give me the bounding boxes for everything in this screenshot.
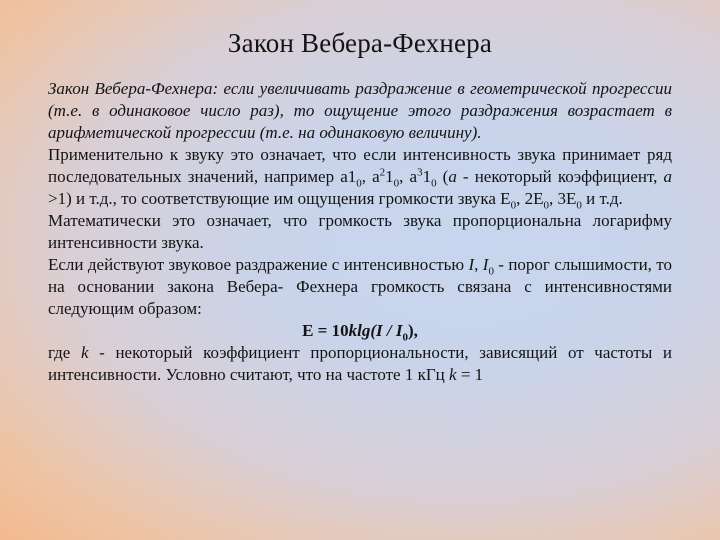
text-run: , 2E xyxy=(516,189,544,208)
italic-symbol: k xyxy=(449,365,457,384)
subscript: 0 xyxy=(402,331,408,344)
text-run: и т.д. xyxy=(581,189,623,208)
text-run: , a xyxy=(361,167,380,186)
subscript: 0 xyxy=(488,265,494,278)
subscript: 0 xyxy=(431,177,437,190)
text-run: Если действуют звуковое раздражение с интенсивностью xyxy=(48,255,469,274)
italic-symbol: I xyxy=(468,255,475,274)
sound-application-paragraph xyxy=(48,144,672,210)
text-run: - некоторый коэффициент пропорциональности, зависящий от частоты и интенсивности. Условно считают, что на частоте 1 кГц xyxy=(48,343,672,384)
coefficient-paragraph xyxy=(48,342,672,386)
slide-title: Закон Вебера-Фехнера xyxy=(227,28,493,58)
text-run: >1) и т.д., то соответствующие им ощущения громкости звука E xyxy=(48,189,511,208)
italic-symbol: a xyxy=(448,167,457,186)
text-run: = 1 xyxy=(456,365,484,384)
formula-part: E = 10 xyxy=(302,321,349,340)
text-run: 1 xyxy=(385,167,394,186)
text-run: , a xyxy=(399,167,418,186)
subscript: 0 xyxy=(543,199,549,212)
text-run: - некоторый коэффициент, xyxy=(456,167,664,186)
italic-symbol: a xyxy=(663,167,672,186)
text-run: где xyxy=(48,343,81,362)
text-run: - порог слышимости, то на основании закона Вебера- Фехнера громкость связана с интенсивностями следующим образом: xyxy=(48,255,672,318)
subscript: 0 xyxy=(576,199,582,212)
superscript: 2 xyxy=(379,166,386,179)
text-run: ( xyxy=(436,167,449,186)
text-run: , 3E xyxy=(548,189,577,208)
threshold-paragraph xyxy=(48,254,672,320)
text-run: Применительно к звуку это означает, что если интенсивность звука принимает ряд последовательных значений, например a1 xyxy=(48,145,672,186)
formula-part: ), xyxy=(407,321,418,340)
law-definition-paragraph: Закон Вебера-Фехнера: если увеличивать раздражение в геометрической прогрессии (т.е. в одинаковое число раз), то ощущение этого раздражения возрастает в арифметической прогрессии (т.е. на одинаковую величину). xyxy=(48,79,672,142)
text-run: 1 xyxy=(422,167,432,186)
subscript: 0 xyxy=(356,177,362,190)
italic-symbol: I xyxy=(482,255,489,274)
loudness-formula xyxy=(48,320,672,342)
italic-symbol: k xyxy=(80,343,89,362)
superscript: 3 xyxy=(417,166,423,179)
subscript: 0 xyxy=(510,199,517,212)
slide-content xyxy=(48,78,672,386)
formula-part: klg(I / I xyxy=(348,321,403,340)
logarithm-paragraph: Математически это означает, что громкость звука пропорциональна логарифму интенсивности звука. xyxy=(48,211,672,252)
subscript: 0 xyxy=(393,177,400,190)
text-run: , xyxy=(474,255,483,274)
